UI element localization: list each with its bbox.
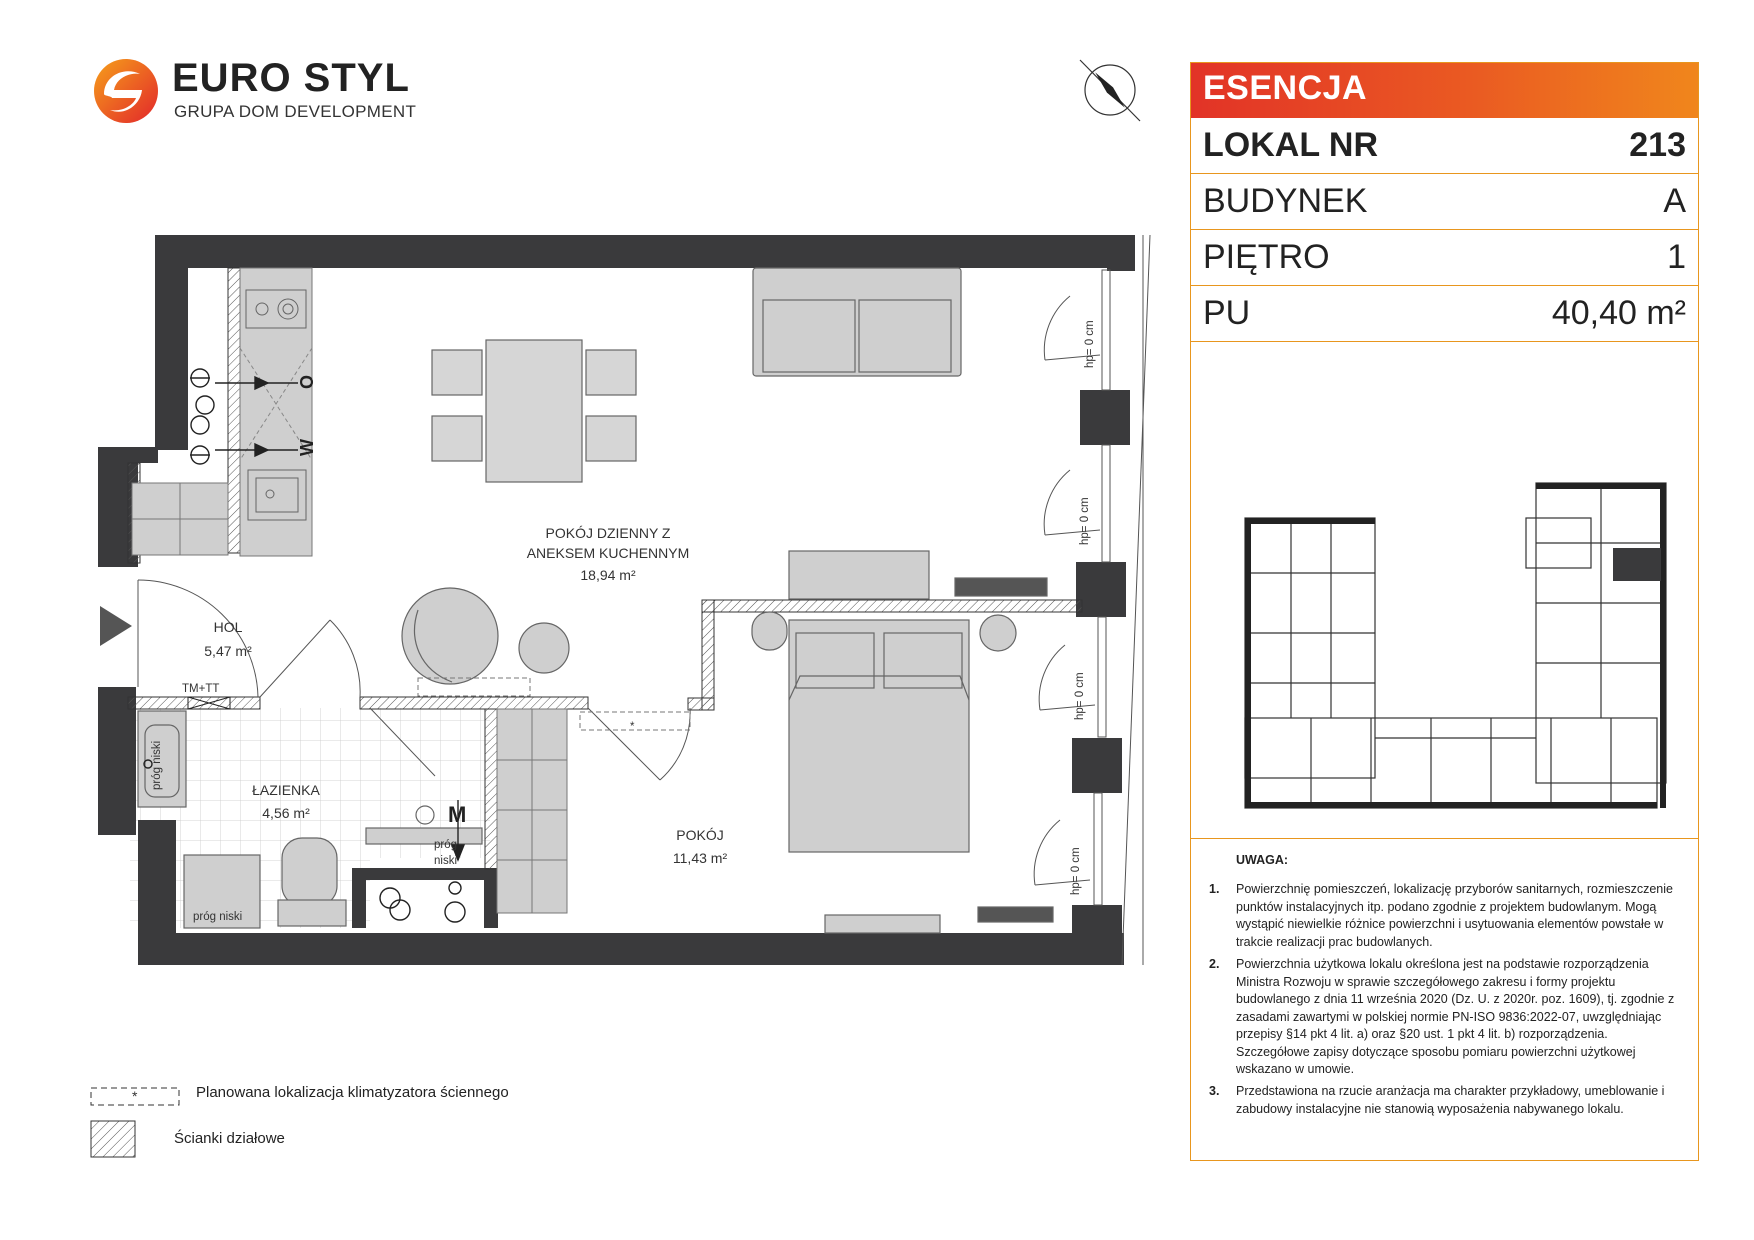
row-unit-number [1191, 118, 1698, 174]
row-label: LOKAL NR [1203, 126, 1379, 164]
row-value: 213 [1629, 126, 1686, 164]
note-text: Przedstawiona na rzucie aranżacja ma charakter przykładowy, umeblowanie i zabudowy instalacyjne nie stanowią wyposażenia nabywanego lokalu. [1236, 1084, 1665, 1116]
wc-m-letter: M [448, 802, 467, 827]
prog-niski-bathtub: próg niski [151, 740, 163, 790]
key-plan-drawing [1191, 343, 1700, 838]
legend-wall-label: Ścianki działowe [174, 1130, 285, 1147]
room-hall-name: HOL [213, 619, 243, 635]
brand-subtitle: GRUPA DOM DEVELOPMENT [174, 102, 417, 121]
hp-label-2: hp= 0 cm [1079, 497, 1091, 545]
row-value: 40,40 m² [1551, 294, 1686, 332]
note-text: Powierzchnię pomieszczeń, lokalizację przyborów sanitarnych, rozmieszczenie punktów instalacyjnych itp. podano zgodnie z projektem budowlanym. Mogą wystąpić niewielkie różnice powierzchni i usytuowania elementów powstałe w trakcie realizacji prac budowlanych. [1236, 882, 1673, 949]
row-value: 1 [1667, 238, 1686, 276]
room-living-name2: ANEKSEM KUCHENNYM [526, 545, 690, 561]
hp-label-3: hp= 0 cm [1074, 672, 1086, 720]
note-item [1209, 956, 1679, 1079]
row-label: PU [1203, 294, 1251, 332]
armchair [402, 588, 569, 684]
room-living-area: 18,94 m² [580, 567, 636, 583]
note-number: 2. [1209, 957, 1220, 971]
legend-ac-star: * [132, 1088, 138, 1104]
note-item [1209, 881, 1679, 951]
niski-shower: niski [434, 855, 458, 867]
hp-label-4: hp= 0 cm [1070, 847, 1082, 895]
ac-mark-bedroom: * [630, 721, 635, 733]
note-number: 3. [1209, 1084, 1220, 1098]
wardrobe [497, 709, 567, 913]
row-value: A [1663, 182, 1686, 220]
prog-shower: próg [434, 839, 458, 851]
kitchen-o-letter: O [297, 374, 317, 389]
room-living-name1: POKÓJ DZIENNY Z [545, 525, 671, 541]
entrance-arrow-icon [100, 606, 132, 646]
project-header [1191, 63, 1698, 118]
room-bathroom-area: 4,56 m² [262, 805, 310, 821]
brand-name: EURO STYL [172, 56, 410, 100]
room-bedroom-name: POKÓJ [676, 827, 724, 843]
sofa [753, 268, 961, 376]
kitchen-w-letter: W [297, 439, 317, 456]
key-plan-selected-unit [1613, 548, 1661, 581]
room-bedroom-area: 11,43 m² [672, 850, 728, 866]
row-label: PIĘTRO [1203, 238, 1330, 276]
note-item [1209, 1083, 1679, 1118]
project-name: ESENCJA [1203, 69, 1368, 107]
hp-label-1: hp= 0 cm [1084, 320, 1096, 368]
tm-tt-label: TM+TT [182, 683, 220, 695]
row-floor [1191, 230, 1698, 286]
note-number: 1. [1209, 882, 1220, 896]
room-hall-area: 5,47 m² [204, 643, 252, 659]
note-text: Powierzchnia użytkowa lokalu określona jest na podstawie rozporządzenia Ministra Rozwoju w sprawie szczegółowego zakresu i formy projektu budowlanego z dnia 11 września 2020 (Dz. U. z 2020r. poz. 1609), tj. zgodnie z zasadami zawartymi w polskiej normie PN-ISO 9836:2022-07, uwzględniając przepisy §14 pkt 4 lit. a) oraz §20 ust. 1 pkt 4 lit. b) rozporządzenia. Szczegółowe zapisy dotyczące sposobu pomiaru powierzchni użytkowej wskazano w umowie. [1236, 957, 1675, 1076]
legend-ac-symbol [90, 1086, 182, 1108]
row-building [1191, 174, 1698, 230]
legend-ac-label: Planowana lokalizacja klimatyzatora ściennego [196, 1084, 509, 1101]
building-key-plan [1191, 343, 1698, 839]
unit-info-panel [1190, 62, 1699, 1161]
row-label: BUDYNEK [1203, 182, 1368, 220]
room-bathroom-name: ŁAZIENKA [252, 782, 320, 798]
dining-set [432, 340, 636, 482]
legend-wall-symbol [90, 1120, 138, 1160]
prog-niski-bath: próg niski [193, 911, 243, 923]
notes-title: UWAGA: [1236, 853, 1289, 867]
row-area [1191, 286, 1698, 342]
